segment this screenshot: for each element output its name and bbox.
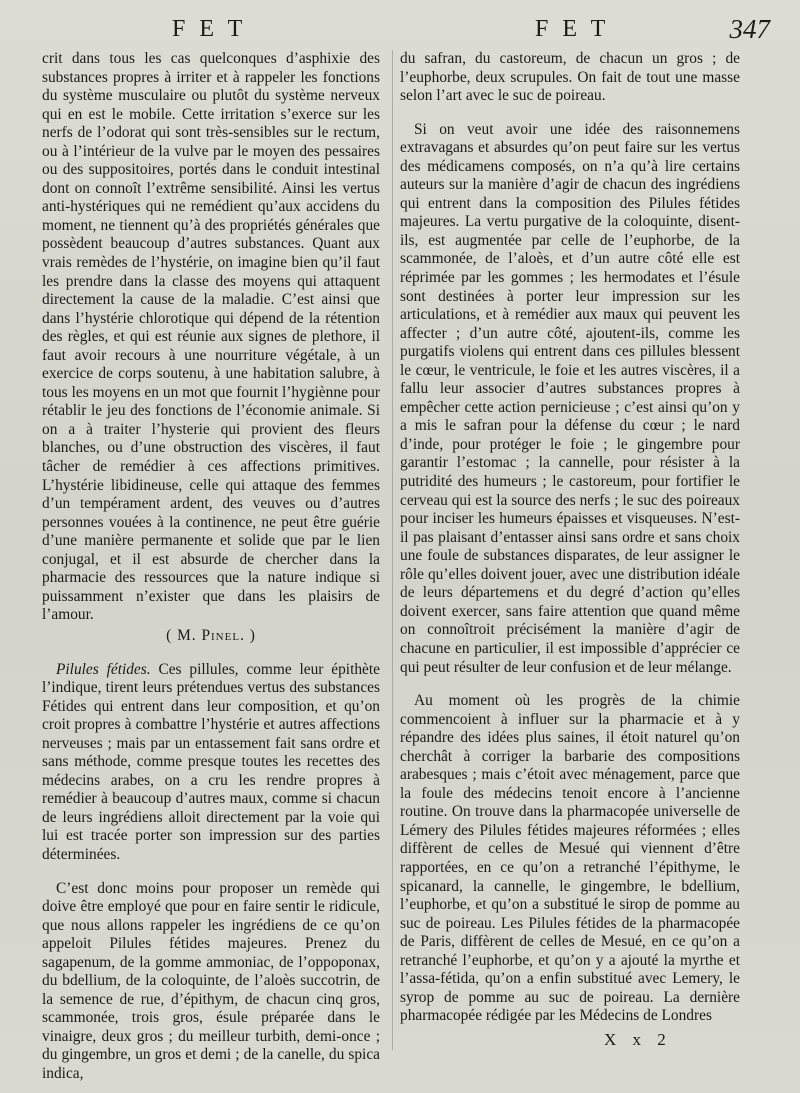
paragraph-reasoning: Si on veut avoir une idée des raisonnemens extravagans et absurdes qu’on peut faire sur les vertus des médicamens composés, on n’a qu’à lire certains auteurs sur la manière d’agir de chacun des ingrédiens qui entrent dans la composition des Pilules fétides majeures. La vertu purgative de la coloquinte, disent-ils, est augmentée par celle de l’euphorbe, de la scammonée, de l’aloès, et d’un autre côté elle est réprimée par les gommes ; les hermodates et l’ésule sont destinées à porter leur impression sur les articulations, et à remédier aux maux qui peuvent les affecter ; d’un autre côté, ajoutent-ils, comme les purgatifs violens qui entrent dans ces pillules blessent le cœur, le ventricule, le foie et les autres viscères, il a fallu leur associer d’autres substances propres à empêcher cette action pernicieuse ; c’est ainsi qu’on y a mis le safran pour la défense du cœur ; le nard d’inde, pour protéger le foie ; le gingembre pour garantir l’estomac ; la cannelle, pour résister à la putridité des humeurs ; le castoreum, pour fortifier le cerveau qui est la source des nerfs ; le suc des poireaux pour inciser les humeurs épaisses et visqueuses. N’est-il pas plaisant d’entasser ainsi sans ordre et sans choix une foule de substances disparates, de leur assigner le rôle qu’elles doivent jouer, avec une distribution idéale de leurs départemens et du degré d’action qu’elles doivent exercer, sans faire attention que quand même on connoîtroit précisément la manière d’agir de chacune en particulier, il est impossible d’apprécier ce qui peut résulter de leur confusion et de leur mélange.: [400, 120, 740, 676]
right-column: [400, 50, 740, 1026]
left-running-head: F E T: [172, 16, 247, 42]
signature-mark: X x 2: [604, 1030, 672, 1049]
page-number: 347: [729, 14, 770, 44]
entry-title: Pilules fétides.: [56, 660, 151, 678]
column-gutter: [392, 50, 393, 1050]
author-signature: ( M. Pinel. ): [166, 626, 256, 644]
paragraph-hysteria-treatment: crit dans tous les cas quelconques d’asphixie des substances propres à irriter et à rappeler les fonctions du système musculaire ou plutôt du système nerveux qui en est le mobile. Cette irritation s’exerce sur les nerfs de l’odorat qui sont très-sensibles sur le rectum, ou à l’intérieur de la vulve par le moyen des pessaires ou des suppositoires, portés dans le conduit intestinal dont on connoît l’extrême sensibilité. Ainsi les vertus anti-hystériques qui ne remédient qu’aux accidens du moment, ne tiennent qu’à des propriétés générales que possèdent beaucoup d’autres substances. Quant aux vrais remèdes de l’hystérie, on imagine bien qu’il faut les prendre dans la classe des moyens qui attaquent directement la cause de la maladie. C’est ainsi que dans l’hystérie chlorotique qui dépend de la rétention des règles, et qui est réunie aux signes de plethore, il faut avoir recours à une nourriture végétale, à un exercice de corps soutenu, à une habitation salubre, à tous les moyens en un mot que fournit l’hygiènne pour rétablir le jeu des fonctions de l’économie animale. Si on a à traiter l’hysterie qui provient des fleurs blanches, ou d’une obstruction des viscères, il faut tâcher de remédier à ces affections primitives. L’hystérie libidineuse, celle qui attaque des femmes d’un tempérament ardent, des veuves ou d’autres personnes vouées à la continence, ne peut être guérie d’une manière permanente et solide que par le lien conjugal, et il est absurde de chercher dans la pharmacie des ressources que la nature indique si puissamment n’exister que dans les plaisirs de l’amour.: [42, 50, 380, 624]
paragraph-continuation: du safran, du castoreum, de chacun un gros ; de l’euphorbe, deux scrupules. On fait de tout une masse selon l’art avec le suc de poireau.: [400, 50, 740, 105]
paragraph-pilules-fetides: Pilules fétides. Ces pillules, comme leur épithète l’indique, tirent leurs prétendues vertus des substances Fétides qui entrent dans leur composition, et qu’on croit propres à combattre l’hystérie et autres affections nerveuses ; mais par un entassement fait sans ordre et sans méthode, comme presque toutes les recettes des médecins arabes, on a cru les rendre propres à remédier à beaucoup d’autres maux, comme si chacun de leurs ingrédiens alloit directement par la voie qui lui est tracée porter son impression sur des parties déterminées.: [42, 660, 380, 863]
paragraph-ingredients: C’est donc moins pour proposer un remède qui doive être employé que pour en faire sentir le ridicule, que nous allons rappeler les ingrédiens de ce qu’on appeloit Pilules fétides majeures. Prenez du sagapenum, de la gomme ammoniac, de l’oppoponax, du bdellium, de la coloquinte, de l’aloès succotrin, de la semence de rue, d’épithym, de chacun cinq gros, scammonée, trois gros, ésule préparée dans le vinaigre, deux gros ; du meilleur turbith, demi-once ; du gingembre, un gros et demi ; de la canelle, du spica indica,: [42, 879, 380, 1082]
right-running-head: F E T: [535, 16, 610, 42]
left-column: [42, 50, 380, 1084]
paragraph-chemistry-progress: Au moment où les progrès de la chimie commencoient à influer sur la pharmacie et à y répandre des idées plus saines, il étoit naturel qu’on cherchât à corriger la barbarie des compositions arabesques ; mais c’étoit avec ménagement, parce que la foule des médecins tenoit encore à l’ancienne routine. On trouve dans la pharmacopée universelle de Lémery des Pilules fétides majeures réformées ; elles diffèrent de celles de Mesué qui viennent d’être rapportées, en ce qu’on a retranché l’épithyme, le spicanard, la cannelle, le gingembre, le bdellium, l’euphorbe, et qu’on a substitué le sirop de pomme au suc de poireau. Les Pilules fétides de la pharmacopée de Paris, diffèrent de celles de Mesué, en ce qu’on a retranché l’euphorbe, et qu’on y a ajouté la myrthe et l’assa-fétida, qu’on a enfin substitué avec Lemery, le syrop de pomme au suc de poireau. La dernière pharmacopée rédigée par les Médecins de Londres: [400, 692, 740, 1025]
